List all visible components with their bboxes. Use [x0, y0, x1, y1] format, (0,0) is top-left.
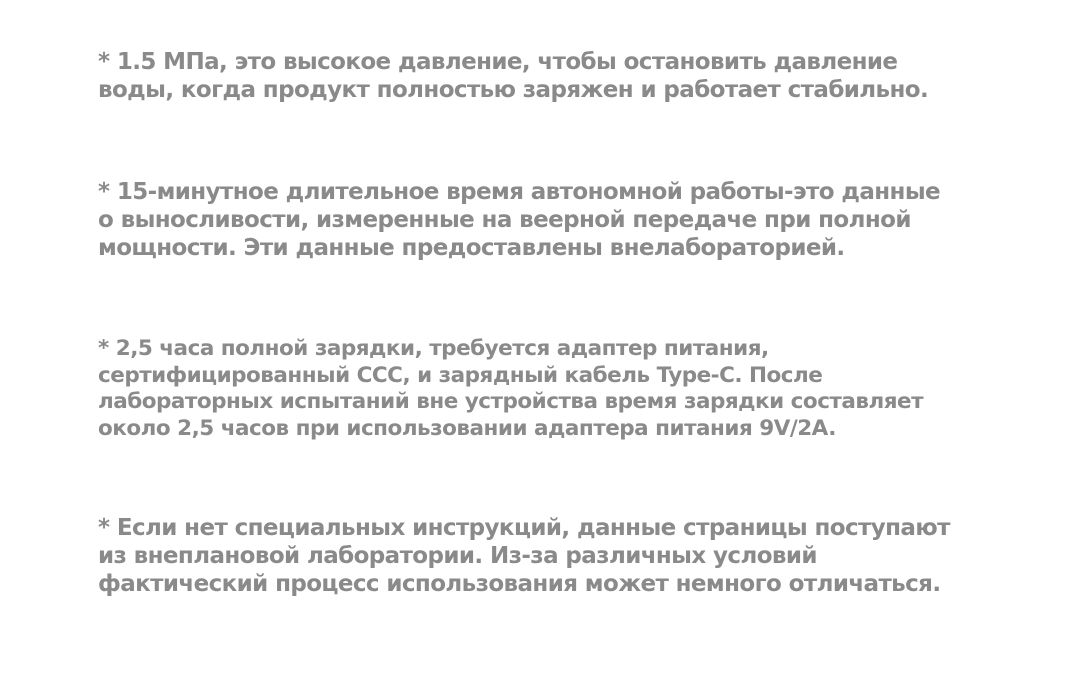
note-data-source-disclaimer: * Если нет специальных инструкций, данные страницы поступают из внеплановой лаборатории. Из-за различных условий фактический процесс использования может немного отличаться.	[98, 515, 950, 597]
note-water-pressure: * 1.5 МПа, это высокое давление, чтобы остановить давление воды, когда продукт полностью заряжен и работает стабильно.	[98, 49, 929, 103]
note-charging-time: * 2,5 часа полной зарядки, требуется адаптер питания, сертифицированный CCC, и зарядный кабель Type-C. После лабораторных испытаний вне устройства время зарядки составляет около 2,5 часов при использовании адаптера питания 9V/2A.	[98, 336, 924, 441]
note-battery-runtime: * 15-минутное длительное время автономной работы-это данные о выносливости, измеренные на веерной передаче при полной мощности. Эти данные предоставлены внелабораторией.	[98, 179, 941, 261]
